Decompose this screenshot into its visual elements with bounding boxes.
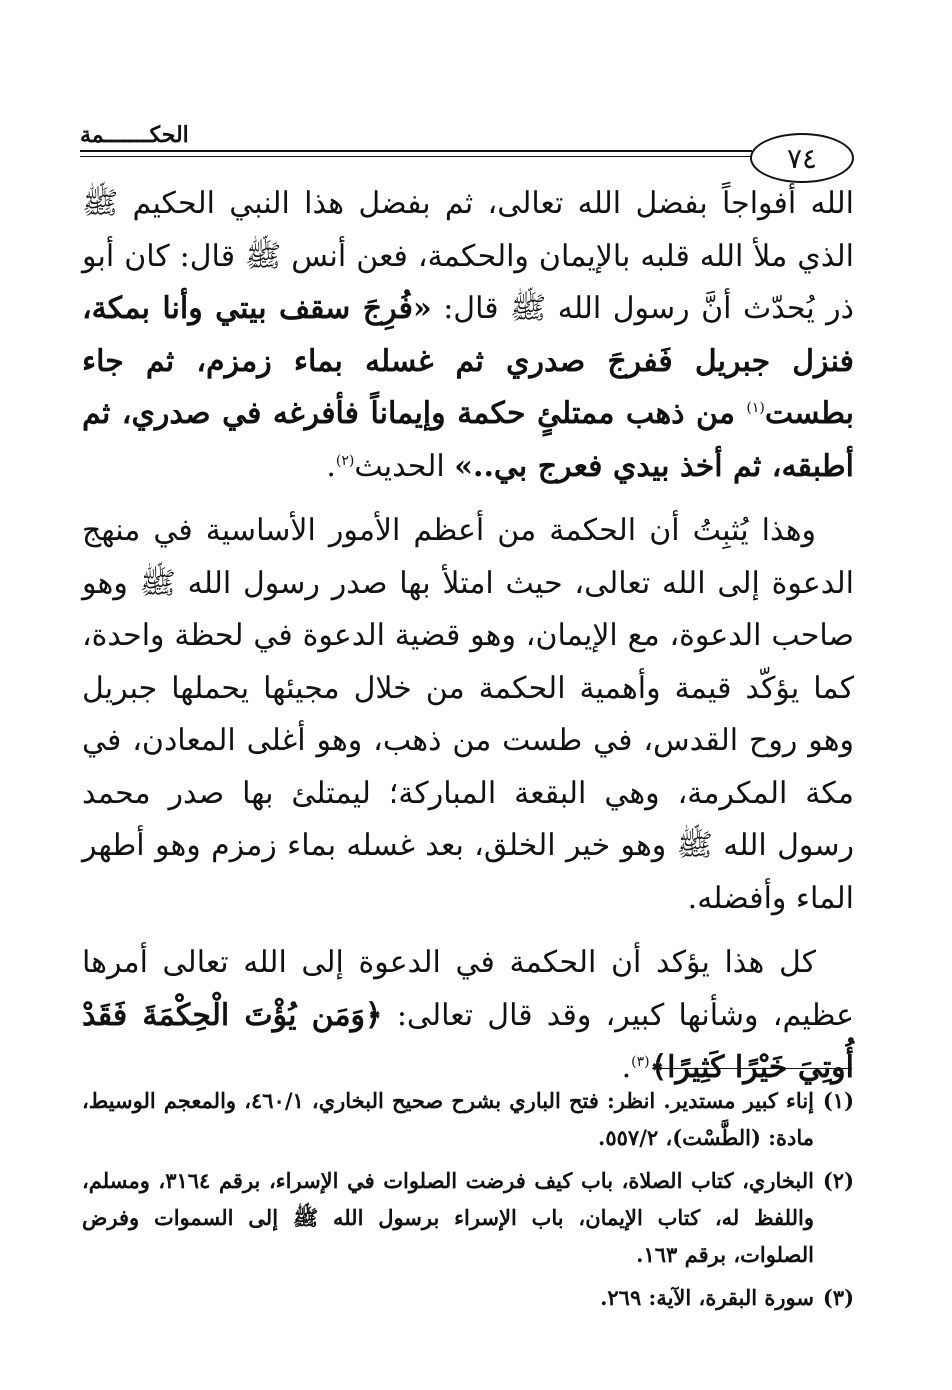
footnote-ref-2[interactable]: (٢) [335, 452, 355, 469]
footnote-3 [82, 1279, 854, 1316]
hadith-label: الحديث [354, 448, 455, 484]
paragraph-1-end: . [326, 448, 336, 484]
footnote-marker: (١) [822, 1088, 854, 1113]
paragraph-1 [82, 178, 854, 493]
footnote-separator [652, 1068, 852, 1069]
paragraph-3-end: . [621, 1050, 632, 1085]
running-title: الحكـــــــمة [80, 122, 189, 148]
paragraph-3 [82, 937, 854, 1095]
footnote-marker: (٢) [822, 1168, 854, 1193]
paragraph-2: وهذا يُثبِتُ أن الحكمة من أعظم الأمور الأساسية في منهج الدعوة إلى الله تعالى، حيث امتلأ بها صدر رسول الله ﷺ وهو صاحب الدعوة، مع الإيمان، وهو قضية الدعوة في لحظة واحدة، كما يؤكّد قيمة وأهمية الحكمة من خلال مجيئها يحملها جبريل وهو روح القدس، في طست من ذهب، وهو أغلى المعادن، في مكة المكرمة، وهي البقعة المباركة؛ ليمتلئ بها صدر محمد رسول الله ﷺ وهو خير الخلق، بعد غسله بماء زمزم وهو أطهر الماء وأفضله. [82, 513, 854, 916]
header-rule-top [80, 150, 752, 152]
footnote-marker: (٣) [822, 1285, 854, 1310]
body-text [82, 178, 854, 1095]
footnote-text: إناء كبير مستدير. انظر: فتح الباري بشرح صحيح البخاري، ٤٦٠/١، والمعجم الوسيط، مادة: (الطَّسْت)، ٥٥٧/٢. [82, 1088, 814, 1150]
footnote-1 [82, 1082, 854, 1156]
footnote-ref-3[interactable]: (٣) [631, 1054, 650, 1070]
footnote-ref-1[interactable]: (١) [746, 400, 765, 416]
footnote-2 [82, 1162, 854, 1273]
header-rule-bottom [80, 156, 752, 157]
paragraph-1-intro: الله أفواجاً بفضل الله تعالى، ثم بفضل هذا النبي الحكيم ﷺ الذي ملأ الله قلبه بالإيمان والحكمة، فعن أنس ﷺ قال: كان أبو ذر يُحدّث أنَّ رسول الله ﷺ قال: [82, 186, 854, 326]
hadith-quote-part-1: «فُرِجَ سقف بيتي وأنا بمكة، فنزل جبريل فَفرجَ صدري ثم غسله بماء زمزم، ثم جاء بطست [82, 291, 855, 431]
paragraph-3-intro: كل هذا يؤكد أن الحكمة في الدعوة إلى الله تعالى أمرها عظيم، وشأنها كبير، وقد قال تعالى: [82, 945, 854, 1033]
hadith-quote-part-2: من ذهب ممتلئٍ حكمة وإيماناً فأفرغه في صدري، ثم أطبقه، ثم أخذ بيدي فعرج بي..» [82, 396, 854, 484]
quran-verse: ﴿وَمَن يُؤْتَ الْحِكْمَةَ فَقَدْ أُوتِيَ خَيْرًا كَثِيرًا﴾ [82, 997, 854, 1085]
footnote-text: البخاري، كتاب الصلاة، باب كيف فرضت الصلوات في الإسراء، برقم ٣١٦٤، ومسلم، واللفظ له، كتاب الإيمان، باب الإسراء برسول الله ﷺ إلى السموات وفرض الصلوات، برقم ١٦٣. [82, 1168, 814, 1267]
page-number: ٧٤ [750, 133, 854, 183]
footnotes [82, 1082, 854, 1316]
footnote-text: سورة البقرة، الآية: ٢٦٩. [600, 1285, 814, 1310]
